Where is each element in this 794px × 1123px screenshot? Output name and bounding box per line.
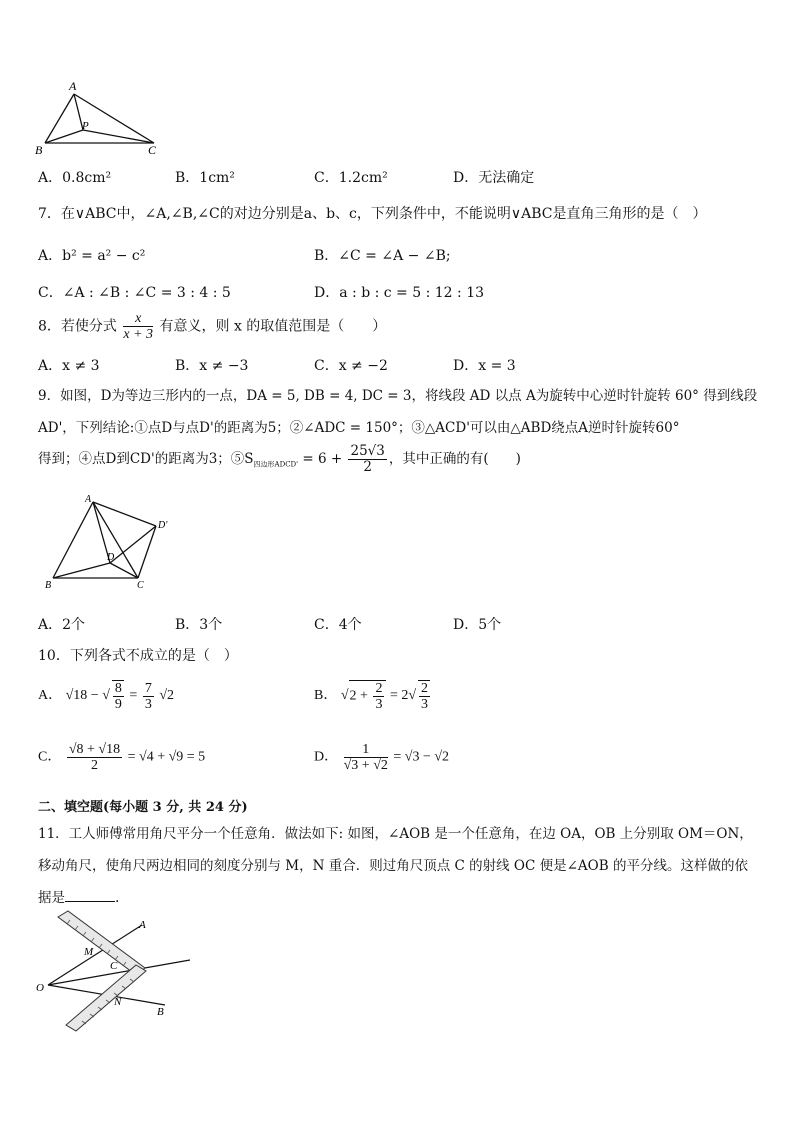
q10-d-fraction (344, 742, 388, 773)
q8-frac-den: x + 3 (123, 327, 154, 342)
q10-c-label: C． (38, 749, 62, 765)
q11-label-o: O (36, 982, 44, 994)
q8-stem (38, 311, 386, 342)
q11-label-a: A (139, 919, 146, 931)
q10-c-den: 2 (90, 758, 98, 773)
q10-a-fraction2 (143, 681, 154, 712)
q10-option-a[interactable] (38, 680, 174, 712)
q10-b-label: B． (314, 688, 338, 704)
q9-line1: 9．如图，D为等边三形内的一点，DA = 5, DB = 4, DC = 3，将线段 AD 以点 A为旋转中心逆时针旋转 60° 得到线段 (38, 388, 758, 404)
q9-frac-den: 2 (363, 459, 372, 475)
q9-figure (38, 490, 188, 595)
label-a: A (69, 79, 77, 93)
q7-stem: 7．在∨ABC中，∠A,∠B,∠C的对边分别是a、b、c，下列条件中，不能说明∨ABC是直角三角形的是（ ） (38, 206, 707, 222)
q10-d-den: √3 + √2 (343, 758, 388, 773)
q9-label-c: C (137, 580, 144, 591)
q8-option-d[interactable]: D．x = 3 (453, 358, 516, 374)
q9-option-a[interactable]: A．2个 (38, 617, 86, 633)
q8-frac-num: x (123, 311, 153, 327)
q11-line3-text: 据是 (38, 890, 65, 906)
q10-a-den: 9 (114, 697, 122, 712)
q6-option-d[interactable]: D．无法确定 (453, 170, 535, 186)
q9-line3 (38, 444, 521, 475)
q10-d-label: D． (314, 749, 339, 765)
q9-label-dprime: D' (158, 520, 168, 531)
q11-label-n: N (114, 996, 122, 1008)
q10-b-fraction (373, 681, 384, 712)
section-title-fill-in: 二、填空题(每小题 3 分, 共 24 分) (38, 800, 248, 815)
q11-figure-svg (30, 905, 200, 1035)
q11-answer-blank[interactable] (65, 901, 115, 902)
q10-a-label: A． (38, 688, 63, 704)
q9-line3-post: ，其中正确的有( ) (388, 451, 521, 467)
q10-b-sqrt-sign2: √ (408, 688, 417, 704)
triangle-abc-svg (30, 78, 165, 158)
q10-a-num: 8 (114, 681, 122, 696)
q10-b-num: 2 (375, 681, 383, 696)
q10-option-b[interactable] (314, 680, 432, 712)
q9-frac-num: 25√3 (350, 443, 385, 459)
q8-option-a[interactable]: A．x ≠ 3 (38, 358, 100, 374)
q10-b-den: 3 (375, 697, 383, 712)
q10-a-d2: 3 (144, 696, 152, 712)
q9-option-b[interactable]: B．3个 (175, 617, 223, 633)
q10-a-n2: 7 (144, 680, 152, 696)
q10-b-d2: 3 (421, 697, 429, 712)
q7-option-b[interactable]: B．∠C = ∠A − ∠B; (314, 248, 451, 264)
q10-b-sqrt-sign: √ (340, 688, 349, 704)
q10-b-pre: 2 + (349, 688, 368, 704)
q11-line2: 移动角尺，使角尺两边相同的刻度分别与 M，N 重合．则过角尺顶点 C 的射线 OC 便是∠AOB 的平分线。这样做的依 (38, 858, 748, 874)
q9-line3-eq: = 6 + (298, 451, 343, 467)
q9-label-d: D (107, 552, 115, 563)
q10-stem: 10．下列各式不成立的是（ ） (38, 648, 238, 664)
q11-label-b: B (157, 1006, 164, 1018)
q11-line3-end: . (115, 890, 120, 906)
q8-prefix: 8．若使分式 (38, 318, 117, 335)
q9-line2: AD'，下列结论:①点D与点D'的距离为5；②∠ADC = 150°；③△ACD'可以由△ABD绕点A逆时针旋转60° (38, 420, 680, 436)
q10-c-fraction (67, 742, 122, 773)
label-c: C (148, 143, 157, 157)
q6-option-a[interactable]: A．0.8cm² (38, 170, 112, 186)
q7-option-c[interactable]: C．∠A : ∠B : ∠C = 3 : 4 : 5 (38, 285, 231, 301)
q9-option-c[interactable]: C．4个 (314, 617, 362, 633)
triangle-abc-figure (30, 78, 165, 158)
q11-line3 (38, 886, 119, 906)
label-b: B (35, 143, 43, 157)
q10-c-num: √8 + √18 (68, 742, 121, 757)
q9-fraction (348, 444, 386, 475)
q10-b-n2: 2 (421, 681, 429, 696)
q9-figure-svg (38, 490, 188, 595)
q9-label-a: A (85, 494, 92, 505)
label-p: P (82, 120, 89, 132)
q10-c-tail: = √4 + √9 = 5 (127, 749, 206, 765)
q10-d-tail: = √3 − √2 (393, 749, 450, 765)
q7-option-a[interactable]: A．b² = a² − c² (38, 248, 146, 264)
q8-option-c[interactable]: C．x ≠ −2 (314, 358, 388, 374)
q10-a-tail: √2 (159, 688, 174, 704)
q10-option-c[interactable] (38, 742, 205, 773)
square-upper-arm (58, 911, 145, 975)
q6-option-c[interactable]: C．1.2cm² (314, 170, 388, 186)
q8-fraction (123, 311, 153, 342)
q10-a-expr1: √18 − (65, 688, 99, 704)
q11-label-m: M (84, 946, 94, 958)
q10-b-mid: = 2 (389, 688, 409, 704)
q11-line1: 11．工人师傅常用角尺平分一个任意角．做法如下: 如图，∠AOB 是一个任意角，在边 OA，OB 上分别取 OM＝ON， (38, 826, 753, 842)
q10-d-num: 1 (344, 742, 388, 758)
q9-line3-pre: 得到；④点D到CD'的距离为3；⑤S (38, 451, 254, 467)
q11-label-c: C (110, 960, 118, 972)
q9-label-b: B (45, 580, 52, 591)
q10-b-fraction2 (418, 680, 430, 712)
q9-area-subscript: 四边形ADCD' (253, 460, 299, 469)
q10-a-sqrt-sign: √ (102, 688, 110, 704)
q6-option-b[interactable]: B．1cm² (175, 170, 235, 186)
q10-a-fraction (112, 680, 124, 712)
q10-option-d[interactable] (314, 742, 449, 773)
q10-b-radicand (349, 680, 387, 712)
q8-option-b[interactable]: B．x ≠ −3 (175, 358, 249, 374)
q8-suffix: 有意义，则 x 的取值范围是（ ） (159, 318, 387, 335)
q9-option-d[interactable]: D．5个 (453, 617, 502, 633)
q10-a-mid: = (129, 688, 138, 704)
q7-option-d[interactable]: D．a : b : c = 5 : 12 : 13 (314, 285, 485, 301)
q11-figure (30, 905, 200, 1035)
